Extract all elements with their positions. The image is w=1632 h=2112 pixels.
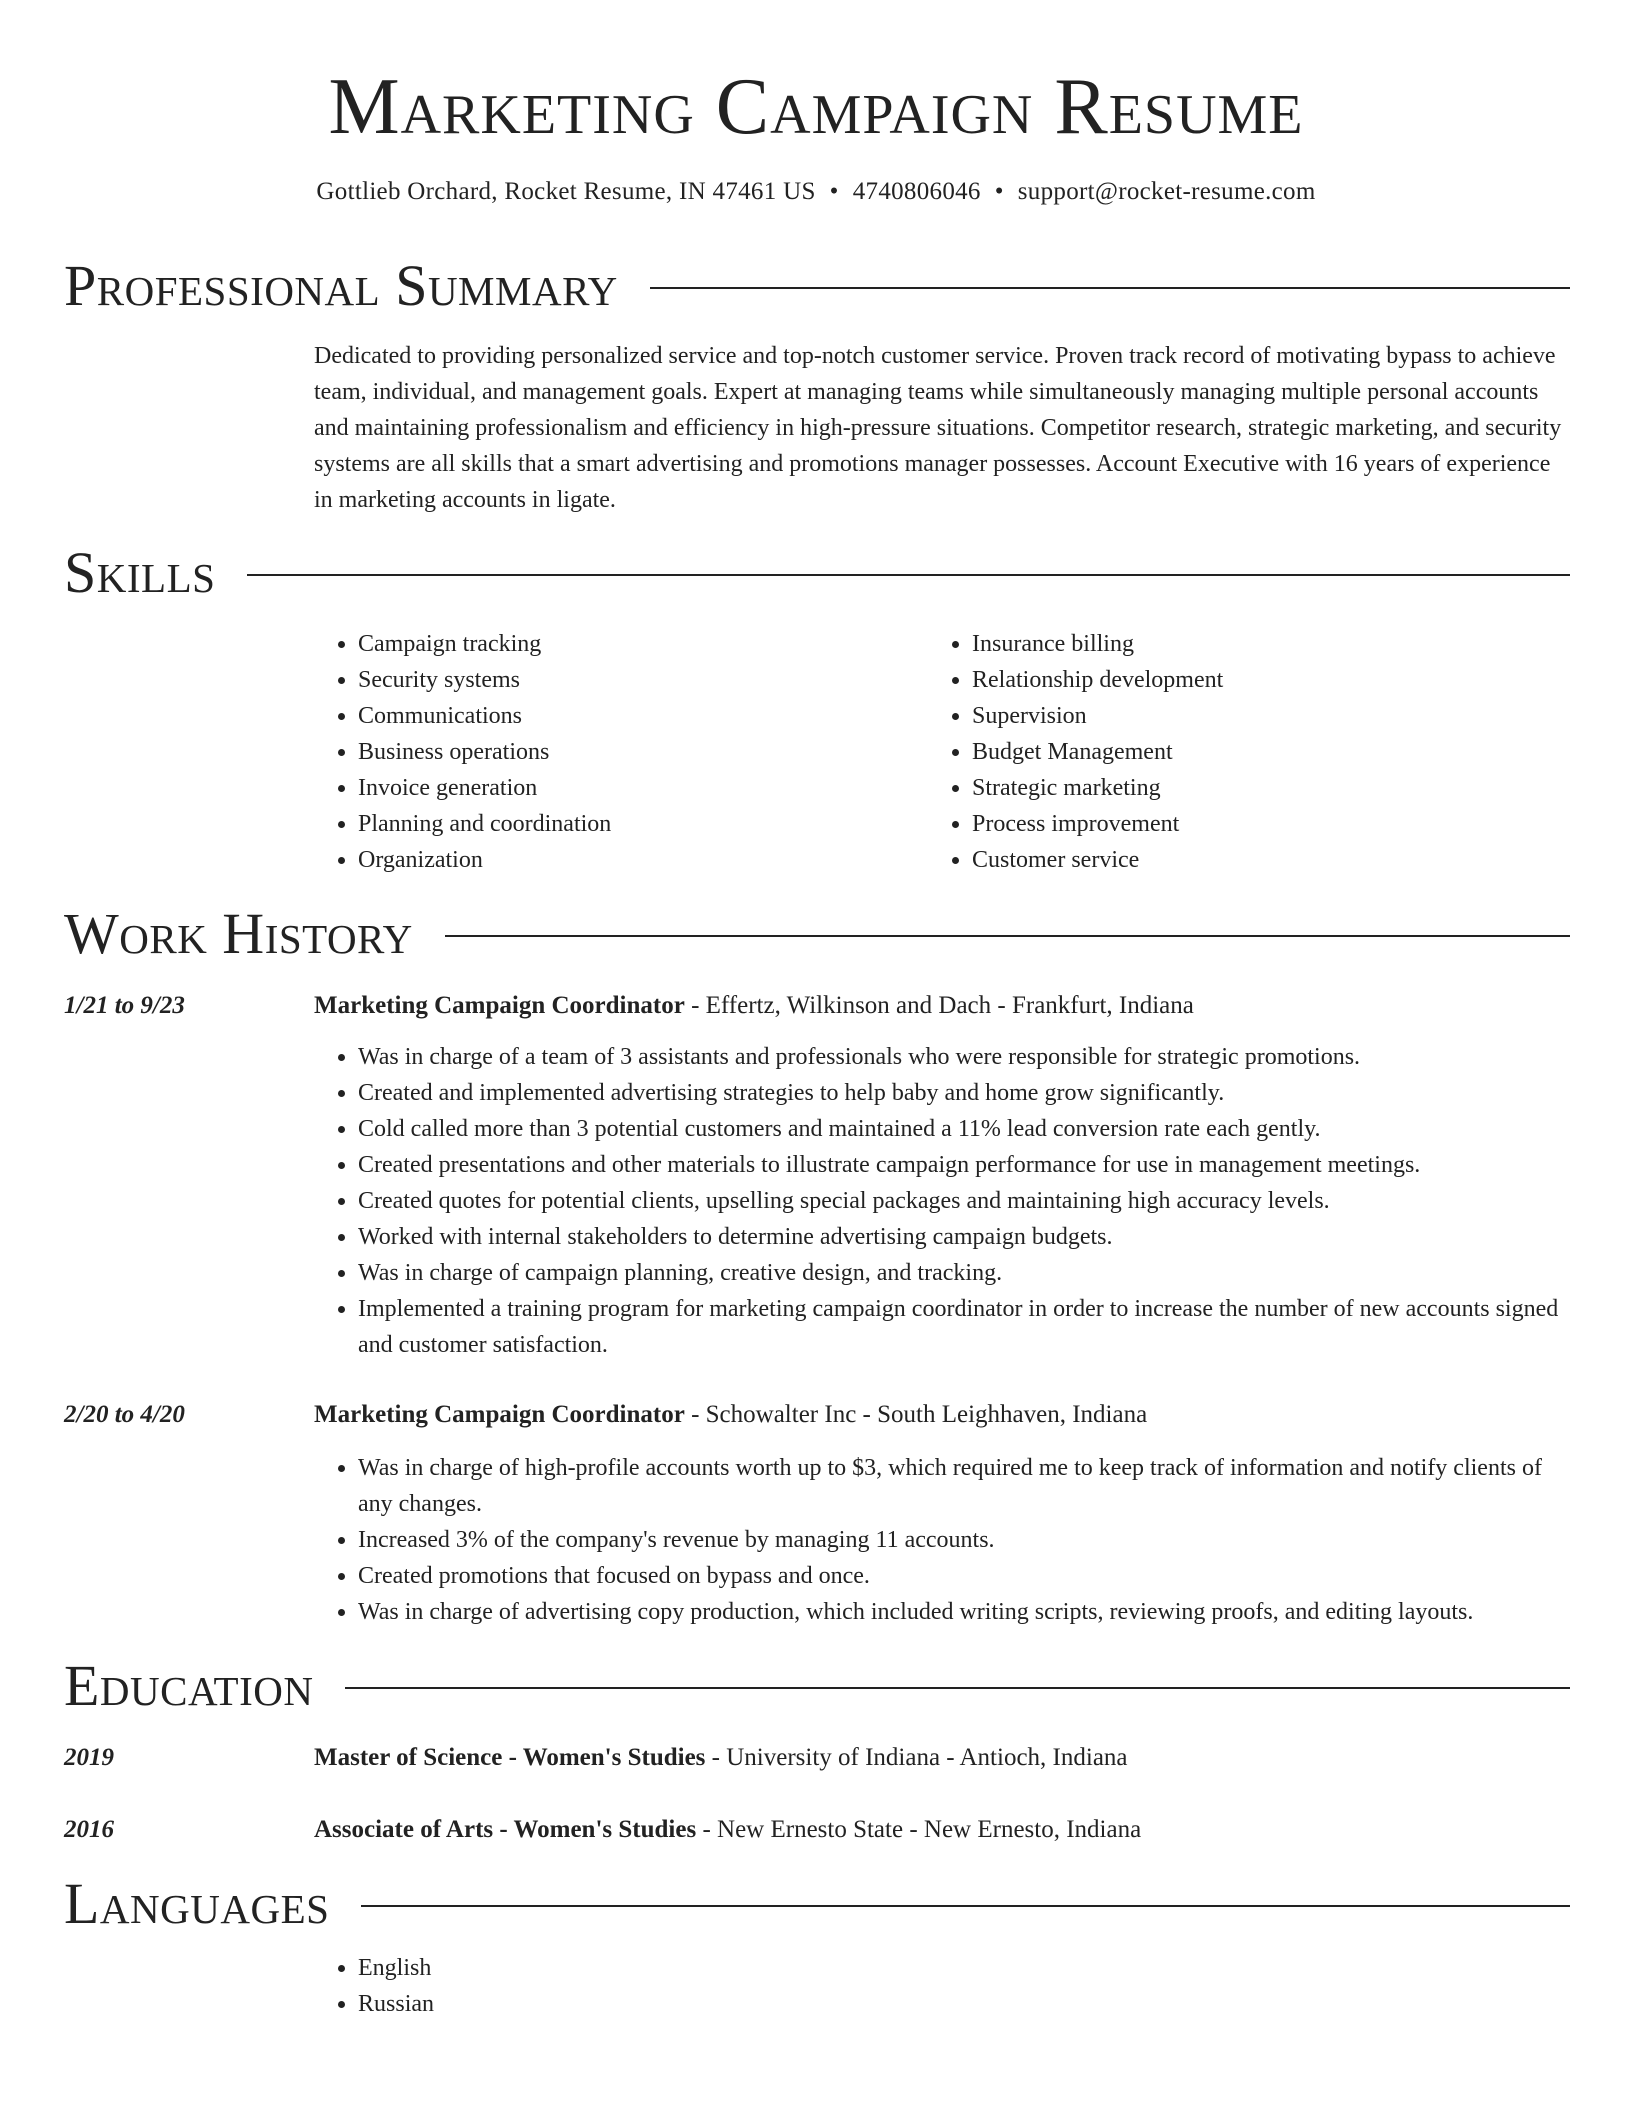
job-heading	[314, 988, 1194, 1024]
education-school: - New Ernesto State - New Ernesto, Indiana	[696, 1816, 1142, 1843]
skill-item: • Process improvement	[972, 806, 1528, 842]
section-divider	[650, 287, 1570, 289]
resume-name: Marketing Campaign Resume	[328, 63, 1304, 151]
skills-column-right	[928, 626, 1528, 878]
work-section-title: Work History	[64, 901, 413, 966]
job-bullet: • Was in charge of campaign planning, creative design, and tracking.	[358, 1255, 1574, 1291]
summary-section-title: Professional Summary	[64, 253, 618, 318]
languages-section-header	[64, 1871, 1570, 1936]
job-bullets	[314, 1039, 1574, 1363]
job-bullet: • Cold called more than 3 potential customers and maintained a 11% lead conversion rate each gently.	[358, 1111, 1574, 1147]
education-degree: Master of Science - Women's Studies	[314, 1744, 706, 1771]
contact-phone: 4740806046	[852, 178, 981, 205]
education-heading	[314, 1740, 1128, 1776]
skill-item: • Customer service	[972, 842, 1528, 878]
skill-item: • Communications	[358, 698, 874, 734]
languages-section-title: Languages	[64, 1871, 330, 1936]
skills-section-header	[64, 540, 1570, 605]
skill-item: • Organization	[358, 842, 874, 878]
skills-column-left	[314, 626, 874, 878]
job-bullet: • Was in charge of advertising copy production, which included writing scripts, reviewing proofs, and editing layouts.	[358, 1594, 1574, 1630]
education-school: - University of Indiana - Antioch, Indiana	[705, 1744, 1128, 1771]
skill-item: • Campaign tracking	[358, 626, 874, 662]
job-bullet: • Was in charge of high-profile accounts worth up to $3, which required me to keep track of information and notify clients of any changes.	[358, 1450, 1574, 1522]
skill-item: • Insurance billing	[972, 626, 1528, 662]
job-title: Marketing Campaign Coordinator	[314, 992, 685, 1019]
language-item: • Russian	[358, 1986, 1574, 2022]
section-divider	[247, 574, 1570, 576]
education-year: 2019	[64, 1744, 114, 1771]
contact-separator: •	[994, 178, 1004, 205]
job-dates: 1/21 to 9/23	[64, 992, 185, 1019]
skill-item: • Business operations	[358, 734, 874, 770]
contact-address: Gottlieb Orchard, Rocket Resume, IN 47461 US	[316, 178, 816, 205]
skill-item: • Invoice generation	[358, 770, 874, 806]
job-bullet: • Created quotes for potential clients, upselling special packages and maintaining high accuracy levels.	[358, 1183, 1574, 1219]
skills-section-title: Skills	[64, 540, 216, 605]
job-heading	[314, 1397, 1147, 1433]
job-bullet: • Worked with internal stakeholders to determine advertising campaign budgets.	[358, 1219, 1574, 1255]
education-section-title: Education	[64, 1653, 314, 1718]
skill-item: • Supervision	[972, 698, 1528, 734]
skill-item: • Budget Management	[972, 734, 1528, 770]
job-bullet: • Was in charge of a team of 3 assistants and professionals who were responsible for strategic promotions.	[358, 1039, 1574, 1075]
section-divider	[361, 1905, 1570, 1907]
section-divider	[445, 935, 1570, 937]
job-employer: - Effertz, Wilkinson and Dach - Frankfurt, Indiana	[684, 992, 1194, 1019]
job-title: Marketing Campaign Coordinator	[314, 1401, 685, 1428]
contact-line	[0, 176, 1632, 208]
education-section-header	[64, 1653, 1570, 1718]
summary-section-header	[64, 253, 1570, 318]
section-divider	[345, 1687, 1570, 1689]
job-dates: 2/20 to 4/20	[64, 1401, 185, 1428]
education-degree: Associate of Arts - Women's Studies	[314, 1816, 697, 1843]
education-heading	[314, 1812, 1141, 1848]
job-bullet: • Created and implemented advertising strategies to help baby and home grow significantly.	[358, 1075, 1574, 1111]
skill-item: • Security systems	[358, 662, 874, 698]
skill-item: • Planning and coordination	[358, 806, 874, 842]
contact-separator: •	[829, 178, 839, 205]
skill-item: • Strategic marketing	[972, 770, 1528, 806]
language-item: • English	[358, 1950, 1574, 1986]
job-bullets	[314, 1450, 1574, 1630]
contact-email: support@rocket-resume.com	[1017, 178, 1316, 205]
education-year: 2016	[64, 1816, 114, 1843]
work-section-header	[64, 901, 1570, 966]
job-bullet: • Created presentations and other materials to illustrate campaign performance for use in management meetings.	[358, 1147, 1574, 1183]
languages-list	[314, 1950, 1574, 2022]
job-bullet: • Created promotions that focused on bypass and once.	[358, 1558, 1574, 1594]
job-bullet: • Implemented a training program for marketing campaign coordinator in order to increase the number of new accounts signed and customer satisfaction.	[358, 1291, 1574, 1363]
summary-text: Dedicated to providing personalized service and top-notch customer service. Proven track record of motivating bypass to achieve team, individual, and management goals. Expert at managing teams while simultaneously managing multiple personal accounts and maintaining professionalism and efficiency in high-pressure situations. Competitor research, strategic marketing, and security systems are all skills that a smart advertising and promotions manager possesses. Account Executive with 16 years of experience in marketing accounts in ligate.	[314, 343, 1562, 513]
skill-item: • Relationship development	[972, 662, 1528, 698]
job-bullet: • Increased 3% of the company's revenue by managing 11 accounts.	[358, 1522, 1574, 1558]
job-employer: - Schowalter Inc - South Leighhaven, Indiana	[684, 1401, 1148, 1428]
